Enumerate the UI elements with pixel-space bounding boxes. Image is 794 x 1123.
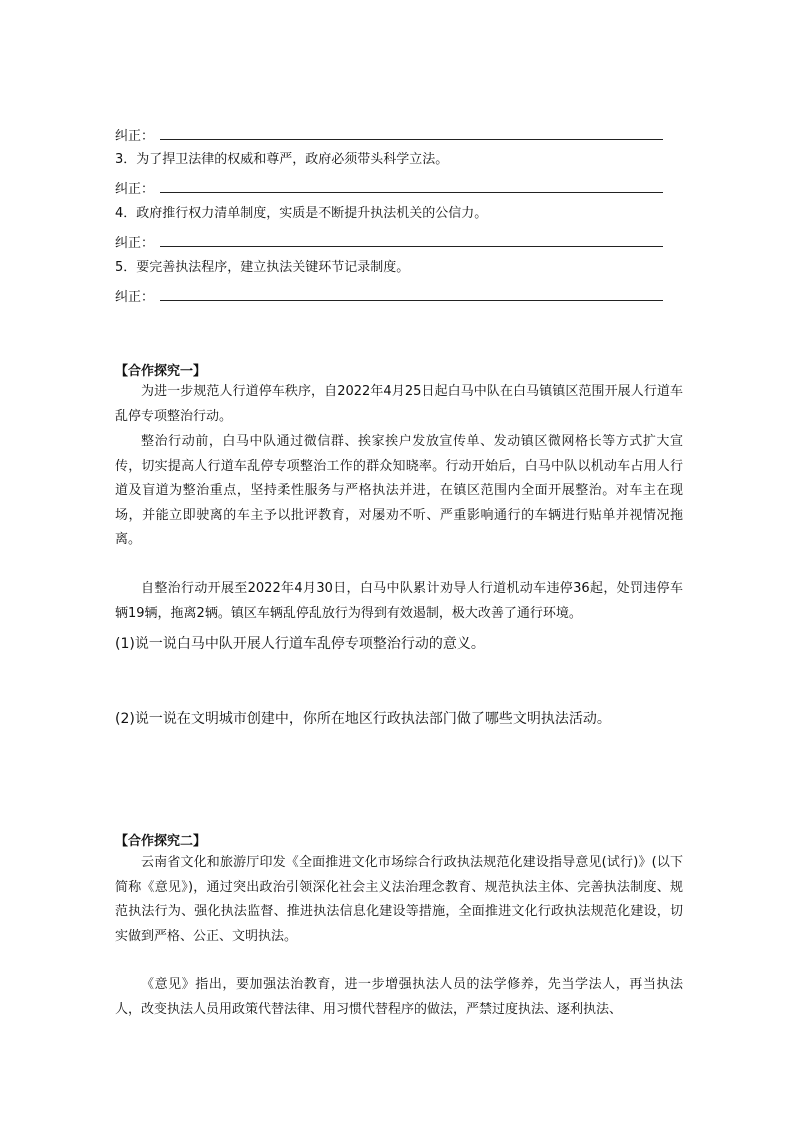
correction-row-4 bbox=[115, 232, 663, 250]
coop2-paragraph-1: 云南省文化和旅游厅印发《全面推进文化市场综合行政执法规范化建设指导意见(试行)》(以下简称《意见》)，通过突出政治引领深化社会主义法治理念教育、规范执法主体、完善执法制度、规范执法行为、强化执法监督、推进执法信息化建设等措施，全面推进文化行政执法规范化建设，切实做到严格、公正、文明执法。 bbox=[115, 855, 683, 944]
coop1-paragraph-1: 为进一步规范人行道停车秩序，自2022年4月25日起白马中队在白马镇镇区范围开展人行道车乱停专项整治行动。 bbox=[115, 384, 683, 424]
statement-3: 3．为了捍卫法律的权威和尊严，政府必须带头科学立法。 bbox=[115, 152, 449, 167]
correction-blank[interactable] bbox=[160, 300, 663, 301]
statement-4: 4．政府推行权力清单制度，实质是不断提升执法机关的公信力。 bbox=[115, 206, 488, 221]
correction-blank[interactable] bbox=[160, 192, 663, 193]
coop1-question-1: (1)说一说白马中队开展人行道车乱停专项整治行动的意义。 bbox=[115, 636, 485, 652]
correction-row-5 bbox=[115, 286, 663, 304]
coop1-paragraph-3: 自整治行动开展至2022年4月30日，白马中队累计劝导人行道机动车违停36起，处罚违停车辆19辆，拖离2辆。镇区车辆乱停乱放行为得到有效遏制，极大改善了通行环境。 bbox=[115, 581, 683, 621]
coop2-heading: 【合作探究二】 bbox=[115, 834, 207, 849]
correction-label: 纠正： bbox=[115, 236, 155, 251]
correction-row-3 bbox=[115, 178, 663, 196]
coop1-paragraph-2: 整治行动前，白马中队通过微信群、挨家挨户发放宣传单、发动镇区微网格长等方式扩大宣传，切实提高人行道车乱停专项整治工作的群众知晓率。行动开始后，白马中队以机动车占用人行道及盲道为整治重点，坚持柔性服务与严格执法并进，在镇区范围内全面开展整治。对车主在现场，并能立即驶离的车主予以批评教育，对屡劝不听、严重影响通行的车辆进行贴单并视情况拖离。 bbox=[115, 434, 683, 547]
coop1-question-2: (2)说一说在文明城市创建中，你所在地区行政执法部门做了哪些文明执法活动。 bbox=[115, 711, 611, 727]
coop1-heading: 【合作探究一】 bbox=[115, 364, 207, 379]
statement-5: 5．要完善执法程序，建立执法关键环节记录制度。 bbox=[115, 260, 410, 275]
correction-label: 纠正： bbox=[115, 182, 155, 197]
correction-blank[interactable] bbox=[160, 246, 663, 247]
correction-row-2 bbox=[115, 125, 663, 143]
correction-label: 纠正： bbox=[115, 290, 155, 305]
coop2-paragraph-2: 《意见》指出，要加强法治教育，进一步增强执法人员的法学修养，先当学法人，再当执法人，改变执法人员用政策代替法律、用习惯代替程序的做法，严禁过度执法、逐利执法、 bbox=[115, 977, 683, 1017]
correction-blank[interactable] bbox=[160, 139, 663, 140]
correction-label: 纠正： bbox=[115, 129, 155, 144]
